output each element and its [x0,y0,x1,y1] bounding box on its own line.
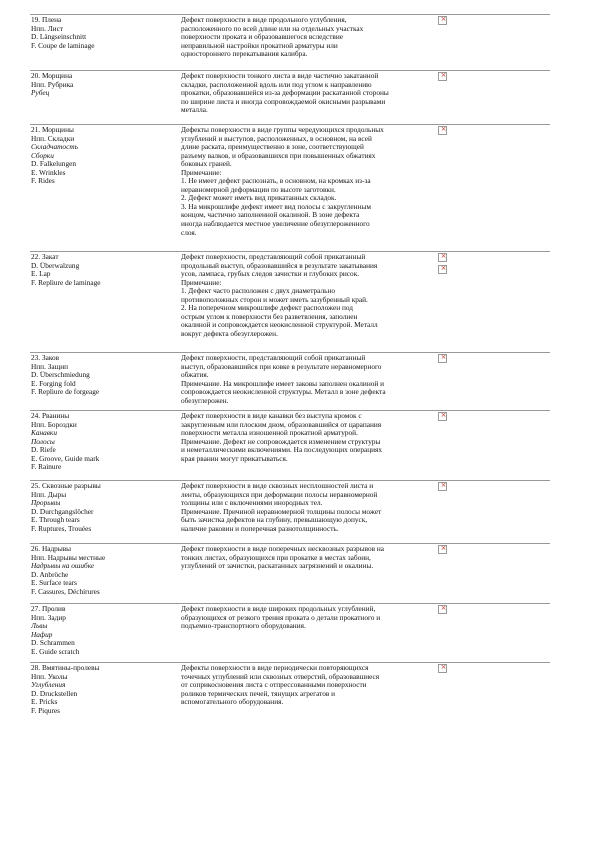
broken-image-mark-icon: × [440,353,447,361]
defect-synonym [31,59,173,68]
defect-terms [31,664,173,724]
defect-synonym: E. Forging fold [31,379,76,388]
description-line [181,115,439,124]
row-divider [30,410,550,411]
description-line: 1. Не имеет дефект распознать, в основном, на кромках из-за [181,177,371,186]
defect-title: 26. Надрывы [31,545,72,553]
description-line: Дефект поверхности в виде сквозных несплошностей листа и [181,482,374,490]
defect-terms [31,412,173,472]
description-line: края рванин могут прикатываться. [181,454,288,463]
description-line: толщины или с включениями инородных тел. [181,499,323,508]
defect-synonym: D. Überwalzung [31,261,80,270]
defect-synonym [31,715,173,724]
broken-image-icon[interactable] [438,412,447,421]
description-line: обезуглерожен. [181,396,229,405]
defect-title: 22. Закат [31,253,59,261]
defect-description [181,253,439,356]
description-line [181,237,439,246]
broken-image-mark-icon: × [440,125,447,133]
defect-title: 28. Вмятины-пролевы [31,664,100,672]
defect-synonym: Канавки [31,429,57,438]
defect-synonym: Нпп. Дыры [31,490,67,499]
row-divider [30,480,550,481]
broken-image-icon[interactable] [438,664,447,673]
description-line: складки, расположенной вдоль или под углом к направлению [181,80,372,89]
broken-image-icon[interactable] [438,16,447,25]
defect-synonym: E. Surface tears [31,579,77,588]
description-line [181,707,439,716]
broken-image-icon[interactable] [438,72,447,81]
defect-title: 27. Пролив [31,605,66,613]
description-line: Дефект поверхности тонкого листа в виде частично закатанной [181,72,379,80]
defect-synonym: Нпп. Бороздки [31,420,77,429]
defect-images [438,72,450,84]
defect-synonym [31,397,173,406]
defect-synonym: Нпп. Надрывы местные [31,553,106,562]
defect-terms [31,482,173,542]
description-line: образующихся от резкого трения проката о детали прокатного и [181,613,381,622]
defect-synonym [31,304,173,313]
defect-synonym: Надрывы на ошибке [31,562,95,571]
description-line: роликов термических печей, тянущих агрегатов и [181,689,336,698]
defect-description [181,354,439,414]
defect-images [438,412,450,424]
defect-terms [31,354,173,414]
defect-synonym [31,338,173,347]
description-line: углублений от зачистки, раскатанных загрязнений и окалины. [181,562,374,571]
broken-image-mark-icon: × [440,481,447,489]
defect-synonym: E. Wrinkles [31,168,66,177]
description-line [181,631,439,640]
description-line [181,579,439,588]
defect-synonym: Прорывы [31,499,61,508]
broken-image-mark-icon: × [440,411,447,419]
defect-synonym [31,115,173,124]
description-line: 2. На поперечном микрошлифе дефект расположен под [181,304,354,313]
defect-synonym: Полосы [31,437,55,446]
broken-image-icon[interactable] [438,265,447,274]
description-line [181,533,439,542]
description-line: закругленным или плоским дном, образовавшийся от царапания [181,420,382,429]
defect-description [181,126,439,254]
defect-synonym: F. Cassures, Déchirures [31,587,100,596]
defect-synonym: Нафир [31,630,53,639]
broken-image-icon[interactable] [438,545,447,554]
defect-synonym [31,98,173,107]
defect-synonym [31,287,173,296]
description-line: сопровождается неокисленной структуры. Металл в зоне дефекта [181,388,386,397]
row-divider [30,352,550,353]
defect-synonym: Нпп. Задир [31,613,66,622]
defect-synonym [31,186,173,195]
defect-terms [31,72,173,123]
defect-description [181,16,439,67]
defect-title: 23. Заков [31,354,60,362]
defect-title: 21. Морщины [31,126,74,134]
defect-images [438,16,450,28]
defect-description [181,605,439,665]
description-line: Примечание. Дефект не сопровождается изменением структуры [181,437,381,446]
description-line: Примечание. На микрошлифе имеет заковы заполнен окалиной и [181,379,385,388]
broken-image-mark-icon: × [440,71,447,79]
description-line: острым углом к поверхности без разветвления, заполнен [181,312,358,321]
defect-synonym: F. Coupe de laminage [31,41,95,50]
description-line: от соприкосновения листа с отпрессованными поверхности [181,681,367,690]
description-line: Дефект поверхности, представляющий собой прикатанный [181,354,366,362]
defect-synonym: Нпп. Складки [31,134,75,143]
description-line: Примечание: [181,168,222,177]
description-line: по ширине листа и иногда сопровождаемой окисными разрывами [181,97,386,106]
defect-images [438,126,450,138]
defect-synonym: E. Lap [31,270,51,279]
description-line: противоположных сторон и может иметь зазубренный край. [181,295,368,304]
defect-synonym [31,330,173,339]
description-line: вокруг дефекта обезуглерожен. [181,329,278,338]
description-line: слоя. [181,228,197,237]
description-line: Дефекты поверхности в виде группы чередующихся продольных [181,126,384,134]
description-line: быть зачистка дефектов на глубину, превышающую допуск, [181,516,368,525]
defect-synonym: E. Groove, Guide mark [31,454,100,463]
description-line: одностороннего перекатывания калибра. [181,50,308,59]
defect-synonym: Львы [31,622,48,631]
defect-synonym: Сборки [31,151,54,160]
description-line [181,715,439,724]
row-divider [30,14,550,15]
defect-synonym: D. Riefe [31,446,56,455]
defect-title: 19. Плена [31,16,62,24]
defect-synonym: D. Längseinschnitt [31,33,87,42]
defect-synonym [31,220,173,229]
defect-title: 25. Сквозные разрывы [31,482,101,490]
defect-synonym: D. Anbröche [31,570,69,579]
defect-description [181,545,439,605]
description-line: ленты, образующихся при деформации полосы неравномерной [181,490,378,499]
description-line: выступ, образовавшийся при ковке в результате неравномерного [181,362,382,371]
description-line: Примечание: [181,278,222,287]
defect-synonym [31,203,173,212]
defect-description [181,412,439,472]
defect-description [181,482,439,542]
description-line: металла. [181,106,208,115]
defect-synonym: D. Druckstellen [31,689,78,698]
description-line: поверхности проката и образовавшегося вследствие [181,33,343,42]
defect-synonym: D. Überschmiedung [31,371,90,380]
defect-synonym: Нпп. Защип [31,362,69,371]
description-line: концом, частично заполненной окалиной. В зоне дефекта [181,211,360,220]
defect-synonym [31,237,173,246]
defect-synonym: Нпп. Уколы [31,672,68,681]
broken-image-icon[interactable] [438,482,447,491]
description-line: 3. На микрошлифе дефект имеет вид полосы с закругленным [181,202,371,211]
defect-synonym: Складчатость [31,143,78,152]
defect-synonym: E. Pricks [31,698,58,707]
defect-synonym: F. Repliure de laminage [31,278,101,287]
description-line: прокатки, образовавшейся из-за деформации раскатанной стороны [181,89,389,98]
defect-synonym: Нпп. Лист [31,24,64,33]
description-line: поверхности металла изношенной прокатной арматурой. [181,429,358,438]
description-line: неравномерной деформации по высоте заготовки. [181,185,336,194]
description-line: Примечание. Причиной неравномерной толщины полосы может [181,507,382,516]
defect-synonym: Нпп. Рубрика [31,80,74,89]
description-line: подъемно-транспортного оборудования. [181,622,306,631]
defect-synonym [31,211,173,220]
defect-description [181,72,439,123]
description-line [181,338,439,347]
defect-images [438,253,450,277]
defect-images [438,482,450,494]
defect-images [438,664,450,676]
row-divider [30,70,550,71]
defect-title: 20. Морщина [31,72,73,80]
broken-image-mark-icon: × [440,544,447,552]
description-line: точечных углублений или сквозных отверстий, образовавшиеся [181,672,380,681]
description-line [181,588,439,597]
defect-synonym: D. Falkelungen [31,160,76,169]
broken-image-icon[interactable] [438,354,447,363]
defect-synonym [31,321,173,330]
description-line: Дефект поверхности в виде продольного углубления, [181,16,347,24]
defect-synonym: Углубления [31,681,66,690]
row-divider [30,603,550,604]
defect-synonym [31,50,173,59]
defect-images [438,354,450,366]
broken-image-mark-icon: × [440,663,447,671]
broken-image-mark-icon: × [440,264,447,272]
description-line [181,648,439,657]
description-line: 2. Дефект может иметь вид прикатанных складок. [181,194,337,203]
description-line: усов, лампаса, грубых следов зачистки и глубоких рисок. [181,270,360,279]
description-line: длине раската, преимущественно в зоне, соответствующей [181,143,364,152]
defect-synonym: E. Through tears [31,516,80,525]
defect-synonym [31,313,173,322]
defect-synonym [31,229,173,238]
defect-synonym: D. Durchgangslöcher [31,507,94,516]
row-divider [30,124,550,125]
description-line: иногда наблюдается местное увеличение обезуглероженного [181,220,370,229]
defect-terms [31,605,173,665]
description-line: углублений и выступов, расположенных, в основном, на всей [181,134,372,143]
defect-synonym: E. Guide scratch [31,647,80,656]
broken-image-mark-icon: × [440,15,447,23]
broken-image-mark-icon: × [440,252,447,260]
description-line: и неметаллическими включениями. На последующих операциях [181,446,383,455]
defect-terms [31,16,173,67]
description-line: вспомогательного оборудования. [181,698,284,707]
description-line: Дефект поверхности в виде канавки без выступа кромок с [181,412,362,420]
description-line [181,463,439,472]
defect-terms [31,545,173,605]
defect-synonym: F. Ruptures, Trouées [31,524,92,533]
defect-synonym [31,533,173,542]
description-line: неправильной настройки прокатной арматуры или [181,41,338,50]
defect-synonym: F. Rainure [31,463,62,472]
defect-synonym: F. Repliure de forgeage [31,388,100,397]
row-divider [30,251,550,252]
defect-synonym [31,296,173,305]
description-line: обжатия. [181,371,209,380]
defect-images [438,605,450,617]
broken-image-icon[interactable] [438,253,447,262]
defect-images [438,545,450,557]
broken-image-mark-icon: × [440,604,447,612]
defect-terms [31,253,173,356]
description-line [181,639,439,648]
row-divider [30,543,550,544]
description-line: тонких листах, образующихся при прокатке в местах забоин, [181,553,371,562]
description-line: продольный выступ, образовавшийся в результате закатывания [181,261,378,270]
description-line [181,571,439,580]
description-line: разъему валков, и образовавшихся при повышенных обжатиях [181,151,376,160]
defect-synonym: D. Schrammen [31,639,75,648]
description-line [181,59,439,68]
defect-terms [31,126,173,254]
description-line: расположенного по всей длине или на отдельных участках [181,24,364,33]
defect-synonym: F. Piqures [31,706,61,715]
description-line: Дефект поверхности в виде поперечных несквозных разрывов на [181,545,385,553]
description-line: окалиной и сопровождается неокисленной структурой. Металл [181,321,378,330]
row-divider [30,662,550,663]
description-line: наличие раковин и поперечная разнотолщинность. [181,524,339,533]
description-line: Дефект поверхности в виде широких продольных углублений, [181,605,376,613]
description-line: Дефект поверхности, представляющий собой прикатанный [181,253,366,261]
description-line: Дефекты поверхности в виде периодически повторяющихся [181,664,369,672]
broken-image-icon[interactable] [438,126,447,135]
defect-description [181,664,439,724]
defect-synonym [31,106,173,115]
defect-synonym: Рубец [31,89,50,98]
defect-title: 24. Рванины [31,412,70,420]
defect-synonym: F. Rides [31,177,55,186]
description-line: 1. Дефект часто расположен с двух диаметрально [181,287,335,296]
broken-image-icon[interactable] [438,605,447,614]
description-line: боковых граней. [181,160,232,169]
defect-synonym [31,194,173,203]
